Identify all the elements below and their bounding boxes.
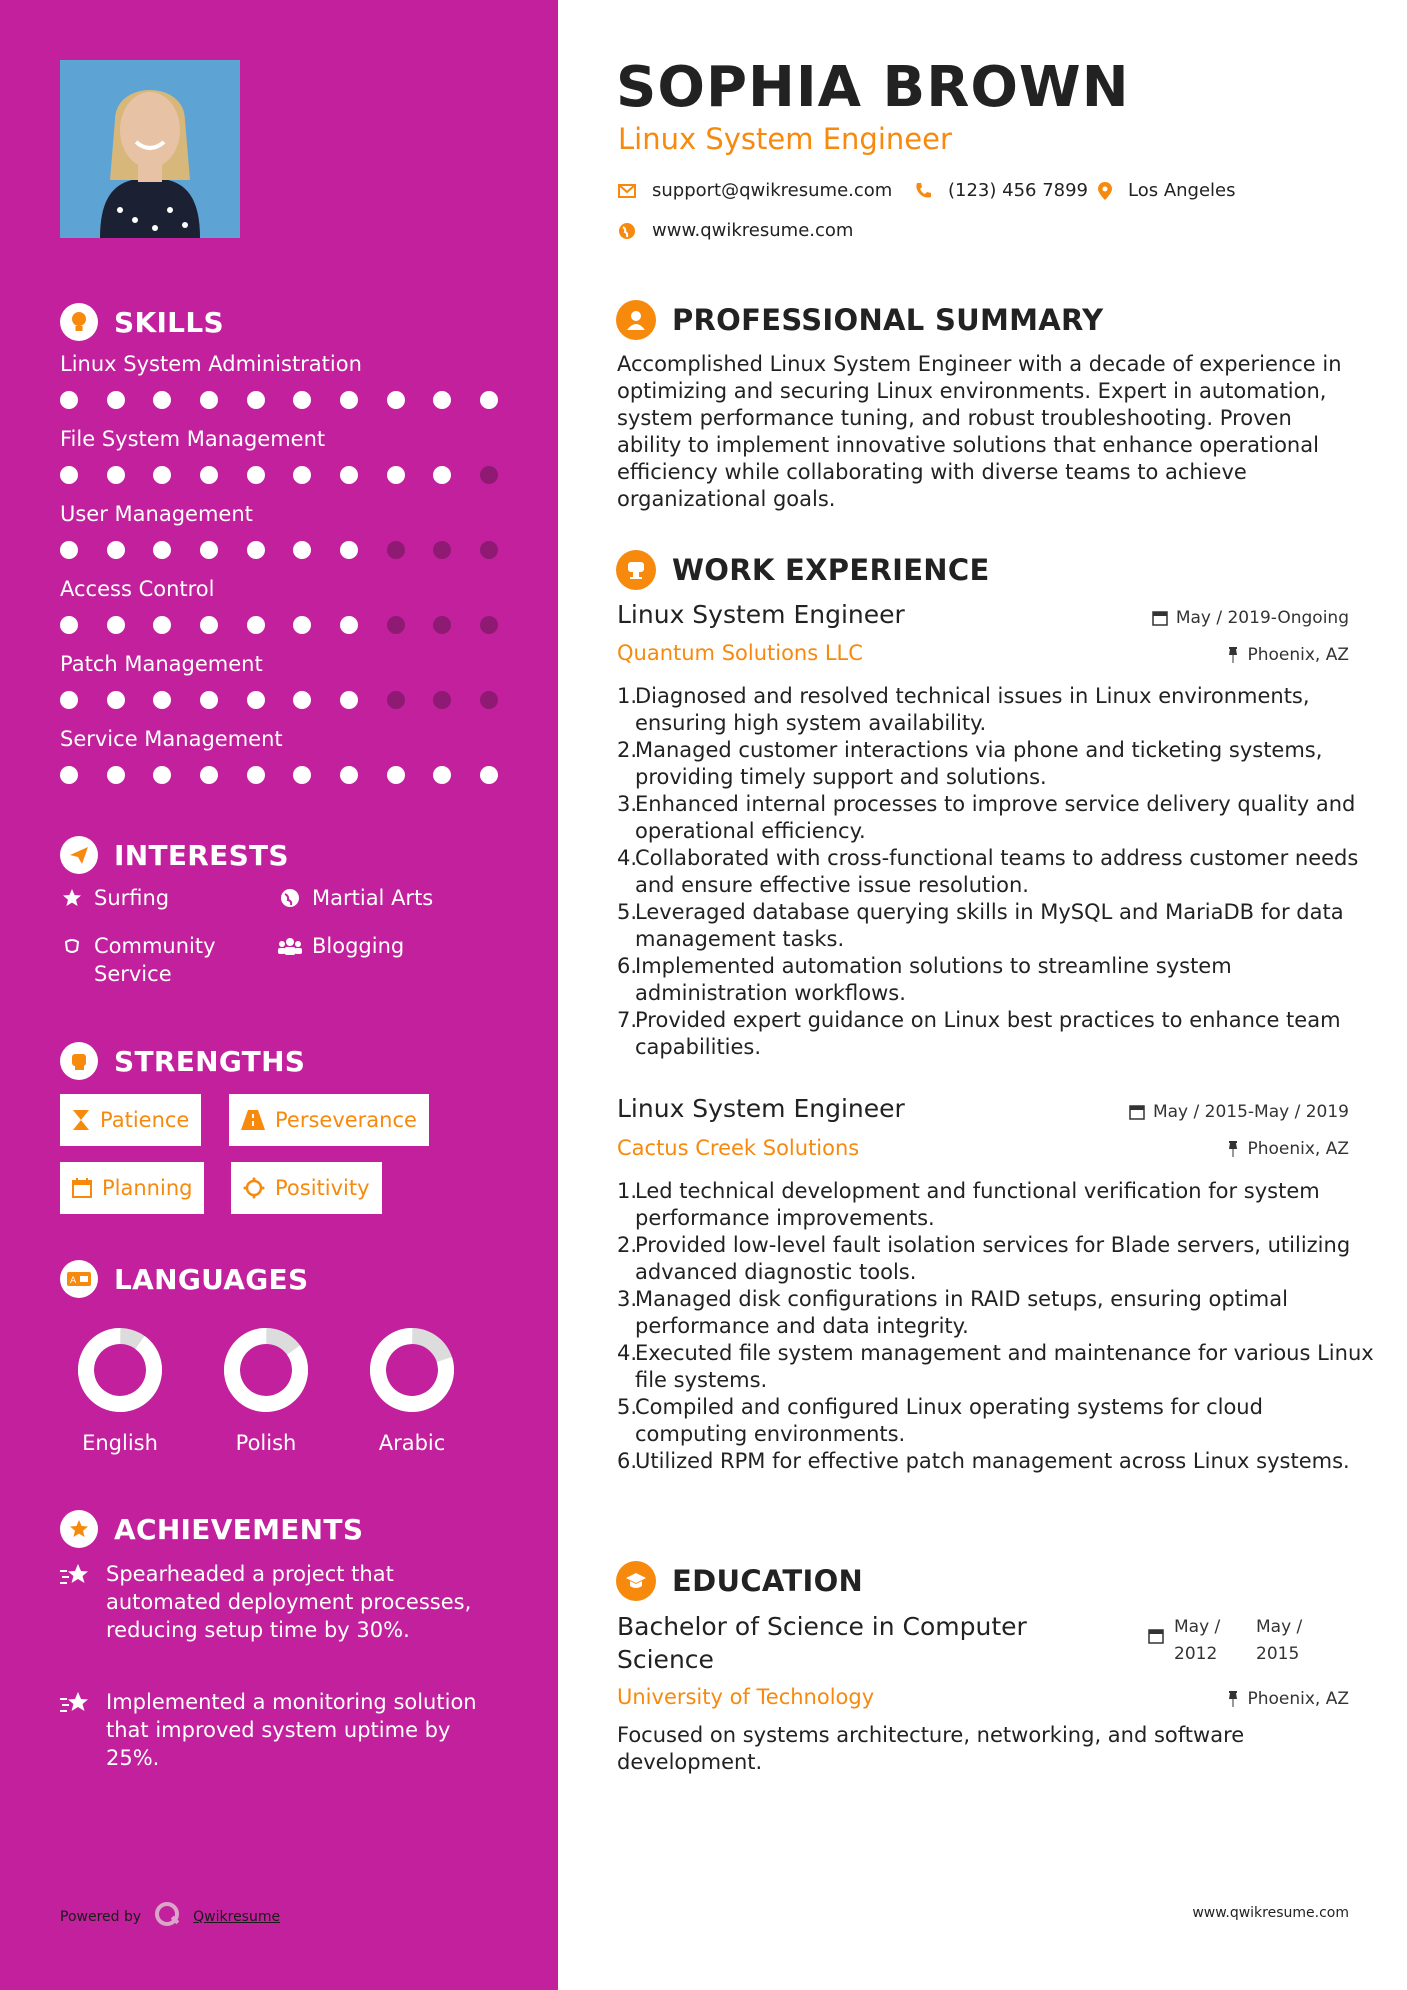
profile-photo <box>60 60 240 238</box>
job-duties <box>617 1178 1377 1475</box>
school-name: University of Technology <box>617 1685 875 1709</box>
duty-item: 5. Leveraged database querying skills in MySQL and MariaDB for data management tasks. <box>617 900 1344 951</box>
language-donut <box>352 1325 472 1415</box>
language-level-arc <box>73 1325 168 1415</box>
calendar-icon <box>72 1178 92 1198</box>
rating-dot <box>107 391 125 409</box>
achievement-item: Spearheaded a project that automated deployment processes, reducing setup time by 30%. <box>60 1560 500 1644</box>
interest-item: Community Service <box>60 932 260 988</box>
rating-dot <box>107 466 125 484</box>
strength-badge: Planning <box>60 1162 204 1214</box>
rating-dot <box>433 391 451 409</box>
rating-dot <box>107 541 125 559</box>
achievement-item: Implemented a monitoring solution that improved system uptime by 25%. <box>60 1688 500 1772</box>
rating-dot <box>60 616 78 634</box>
degree-title: Bachelor of Science in Computer Science <box>617 1612 1027 1674</box>
rating-dot <box>293 541 311 559</box>
duty-item: 6. Utilized RPM for effective patch management across Linux systems. <box>617 1449 1350 1473</box>
rating-dot <box>387 691 405 709</box>
job-dates: May / 2015-May / 2019 <box>1129 1102 1349 1122</box>
globe-icon <box>618 222 636 240</box>
job-title: Linux System Engineer <box>617 1094 905 1123</box>
job-duties <box>617 683 1377 1061</box>
contact-email[interactable]: support@qwikresume.com <box>618 180 892 201</box>
strength-badge: Patience <box>60 1094 201 1146</box>
map-pin-icon <box>1098 182 1112 200</box>
rating-dot <box>387 766 405 784</box>
rating-dot <box>153 766 171 784</box>
rating-dot <box>433 466 451 484</box>
rating-dot <box>153 616 171 634</box>
company-name: Cactus Creek Solutions <box>617 1136 860 1160</box>
education-dates: May / 2012 May / 2015 <box>1148 1614 1314 1668</box>
calendar-icon <box>1129 1104 1145 1120</box>
rating-dot <box>433 766 451 784</box>
skill-name: User Management <box>60 502 253 526</box>
contact-location: Los Angeles <box>1098 180 1236 201</box>
skill-rating <box>60 616 498 636</box>
job-dates: May / 2019-Ongoing <box>1152 608 1349 628</box>
contact-phone[interactable]: (123) 456 7899 <box>914 180 1088 201</box>
duty-item: 2. Managed customer interactions via phone and ticketing systems, providing timely support and solutions. <box>617 738 1323 789</box>
language-item <box>352 1325 472 1455</box>
svg-text:A: A <box>70 1276 77 1286</box>
rating-dot <box>480 616 498 634</box>
rating-dot <box>200 616 218 634</box>
rating-dot <box>480 766 498 784</box>
job-location: Phoenix, AZ <box>1227 1139 1349 1159</box>
rating-dot <box>107 616 125 634</box>
hourglass-icon <box>72 1109 90 1131</box>
language-item <box>60 1325 180 1455</box>
users-icon <box>278 932 302 956</box>
pushpin-icon <box>1227 1691 1239 1707</box>
duty-item: 5. Compiled and configured Linux operating systems for cloud computing environments. <box>617 1395 1263 1446</box>
shooting-star-icon <box>60 1560 94 1644</box>
duty-item: 1. Led technical development and functional verification for system performance improvements. <box>617 1179 1320 1230</box>
skill-name: Service Management <box>60 727 283 751</box>
language-donut <box>60 1325 180 1415</box>
pushpin-icon <box>1227 647 1239 663</box>
calendar-icon <box>1152 610 1168 626</box>
skill-rating <box>60 391 498 411</box>
duty-item: 1. Diagnosed and resolved technical issues in Linux environments, ensuring high system availability. <box>617 684 1310 735</box>
star-icon <box>60 884 84 908</box>
job-title: Linux System Engineer <box>617 600 905 629</box>
envelope-icon <box>618 184 636 198</box>
rating-dot <box>387 541 405 559</box>
sidebar <box>0 0 558 1990</box>
rating-dot <box>60 541 78 559</box>
rating-dot <box>340 541 358 559</box>
globe-icon <box>278 884 302 908</box>
rating-dot <box>247 541 265 559</box>
interest-item: Surfing <box>60 884 169 912</box>
language-donut <box>206 1325 326 1415</box>
main-content <box>558 0 1407 1990</box>
hand-icon <box>60 932 84 956</box>
rating-dot <box>293 691 311 709</box>
skill-rating <box>60 466 498 486</box>
rating-dot <box>247 466 265 484</box>
experience-heading: WORK EXPERIENCE <box>616 550 990 590</box>
language-icon <box>60 1260 98 1298</box>
lightbulb-icon <box>60 303 98 341</box>
language-label: English <box>82 1431 158 1455</box>
duty-item: 6. Implemented automation solutions to streamline system administration workflows. <box>617 954 1232 1005</box>
skill-rating <box>60 691 498 711</box>
graduation-cap-icon <box>616 1561 656 1601</box>
shooting-star-icon <box>60 1688 94 1772</box>
sun-icon <box>243 1177 265 1199</box>
rating-dot <box>153 541 171 559</box>
education-heading: EDUCATION <box>616 1561 863 1601</box>
interest-item: Blogging <box>278 932 404 960</box>
rating-dot <box>200 691 218 709</box>
duty-item: 2. Provided low-level fault isolation services for Blade servers, utilizing advanced diagnostic tools. <box>617 1233 1351 1284</box>
duty-item: 3. Managed disk configurations in RAID setups, ensuring optimal performance and data integrity. <box>617 1287 1288 1338</box>
rating-dot <box>153 691 171 709</box>
strength-badge: Positivity <box>231 1162 382 1214</box>
skill-name: Linux System Administration <box>60 352 362 376</box>
duty-item: 4. Executed file system management and maintenance for various Linux file systems. <box>617 1341 1374 1392</box>
rating-dot <box>107 766 125 784</box>
rating-dot <box>340 691 358 709</box>
skill-rating <box>60 766 498 786</box>
rating-dot <box>200 391 218 409</box>
contact-website[interactable]: www.qwikresume.com <box>618 220 853 241</box>
rating-dot <box>107 691 125 709</box>
summary-text: Accomplished Linux System Engineer with a decade of experience in optimizing and securing Linux environments. Expert in automation, system performance tuning, and robust troubleshooting. Proven ability to implement innovative solutions that enhance operational efficiency while collaborating with diverse teams to achieve organizational goals. <box>617 352 1342 511</box>
qwikresume-link[interactable]: Qwikresume <box>193 1909 281 1925</box>
rating-dot <box>247 391 265 409</box>
pushpin-icon <box>1227 1141 1239 1157</box>
rating-dot <box>200 766 218 784</box>
rating-dot <box>200 541 218 559</box>
rating-dot <box>293 766 311 784</box>
rating-dot <box>200 466 218 484</box>
strength-badge: Perseverance <box>229 1094 429 1146</box>
rating-dot <box>433 541 451 559</box>
rating-dot <box>247 766 265 784</box>
strengths-heading: STRENGTHS <box>60 1042 305 1080</box>
rating-dot <box>153 466 171 484</box>
rating-dot <box>433 616 451 634</box>
rating-dot <box>60 391 78 409</box>
duty-item: 7. Provided expert guidance on Linux best practices to enhance team capabilities. <box>617 1008 1341 1059</box>
rating-dot <box>293 466 311 484</box>
candidate-name: SOPHIA BROWN <box>616 55 1130 120</box>
company-name: Quantum Solutions LLC <box>617 641 863 665</box>
rating-dot <box>153 391 171 409</box>
paper-plane-icon <box>60 836 98 874</box>
rating-dot <box>480 391 498 409</box>
rating-dot <box>387 466 405 484</box>
qwikresume-logo-icon <box>153 1900 183 1934</box>
skill-name: Patch Management <box>60 652 263 676</box>
powered-by: Powered by Qwikresume <box>60 1900 280 1934</box>
language-level-arc <box>219 1325 314 1415</box>
job-location: Phoenix, AZ <box>1227 645 1349 665</box>
skills-heading: SKILLS <box>60 303 224 341</box>
rating-dot <box>433 691 451 709</box>
rating-dot <box>60 766 78 784</box>
rating-dot <box>387 391 405 409</box>
rating-dot <box>247 616 265 634</box>
language-label: Polish <box>235 1431 297 1455</box>
briefcase-icon <box>616 550 656 590</box>
achievements-heading: ACHIEVEMENTS <box>60 1510 363 1548</box>
language-label: Arabic <box>378 1431 446 1455</box>
calendar-icon <box>1148 1614 1164 1668</box>
languages-heading: A LANGUAGES <box>60 1260 308 1298</box>
candidate-role: Linux System Engineer <box>618 122 952 156</box>
rating-dot <box>480 691 498 709</box>
rating-dot <box>387 616 405 634</box>
education-description: Focused on systems architecture, networking, and software development. <box>617 1723 1245 1774</box>
rating-dot <box>480 466 498 484</box>
interest-item: Martial Arts <box>278 884 433 912</box>
road-icon <box>241 1110 265 1130</box>
user-icon <box>616 300 656 340</box>
education-location: Phoenix, AZ <box>1227 1689 1349 1709</box>
phone-icon <box>914 182 932 200</box>
rating-dot <box>340 616 358 634</box>
rating-dot <box>60 691 78 709</box>
rating-dot <box>247 691 265 709</box>
rating-dot <box>60 466 78 484</box>
rating-dot <box>480 541 498 559</box>
duty-item: 4. Collaborated with cross-functional teams to address customer needs and ensure effective issue resolution. <box>617 846 1359 897</box>
language-level-arc <box>369 1327 455 1413</box>
skill-rating <box>60 541 498 561</box>
fist-icon <box>60 1042 98 1080</box>
summary-heading: PROFESSIONAL SUMMARY <box>616 300 1103 340</box>
trophy-star-icon <box>60 1510 98 1548</box>
language-item <box>206 1325 326 1455</box>
footer-url[interactable]: www.qwikresume.com <box>1192 1905 1349 1921</box>
rating-dot <box>340 766 358 784</box>
rating-dot <box>293 616 311 634</box>
rating-dot <box>340 466 358 484</box>
interests-heading: INTERESTS <box>60 836 289 874</box>
rating-dot <box>340 391 358 409</box>
skill-name: Access Control <box>60 577 215 601</box>
skill-name: File System Management <box>60 427 326 451</box>
duty-item: 3. Enhanced internal processes to improve service delivery quality and operational efficiency. <box>617 792 1356 843</box>
rating-dot <box>293 391 311 409</box>
